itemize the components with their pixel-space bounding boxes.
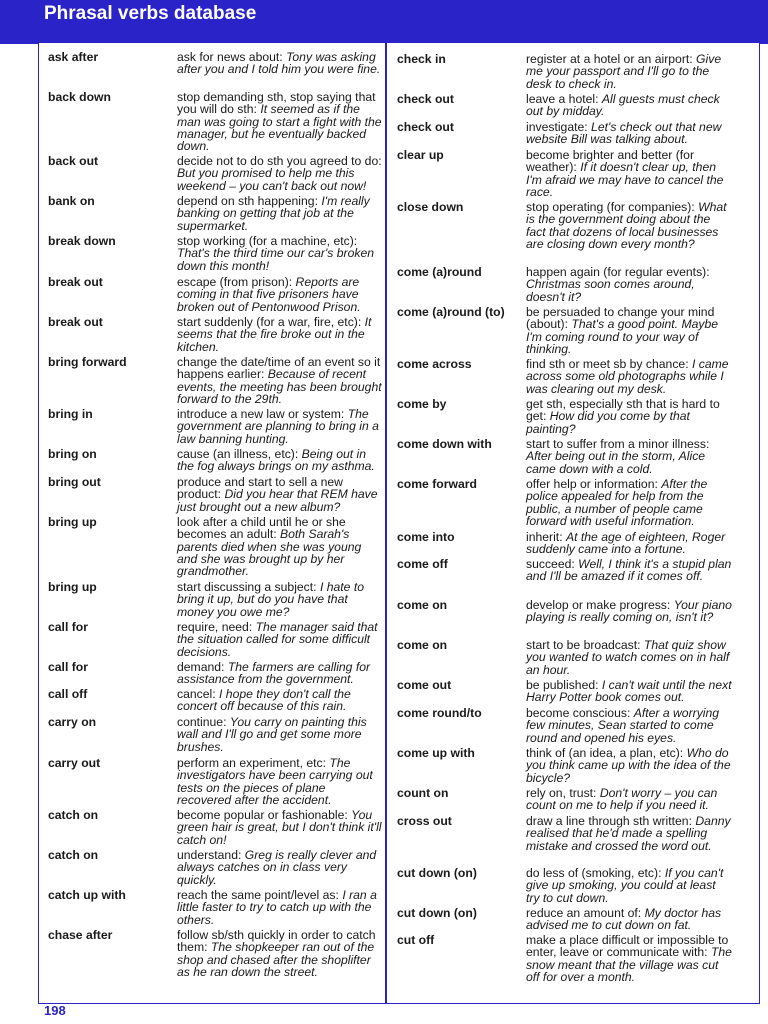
example-sentence: That's a good point. Maybe I'm coming round to your way of thinking. (526, 317, 719, 356)
phrasal-verb: call for (48, 660, 88, 674)
phrasal-verb: call off (48, 687, 88, 701)
example-sentence: That's the third time our car's broken down this month! (177, 246, 375, 273)
example-sentence: Your piano playing is really coming on, isn't it? (526, 598, 732, 625)
phrasal-verb: close down (397, 200, 464, 214)
definition-text: stop working (for a machine, etc): (177, 234, 358, 248)
verb-definition (526, 599, 732, 624)
phrasal-verb: back out (48, 154, 99, 168)
example-sentence: How did you come by that painting? (526, 409, 690, 436)
definition-text: follow sb/sth quickly in order to catch them: (177, 928, 376, 955)
phrasal-verb: catch on (48, 808, 99, 822)
example-sentence: Christmas soon comes around, doesn't it? (526, 277, 695, 304)
phrasal-verb: break out (48, 315, 103, 329)
phrasal-verb: come (a)round (397, 265, 482, 279)
verb-definition (526, 639, 732, 676)
phrasal-verb: come by (397, 397, 447, 411)
definition-text: be persuaded to change your mind (about): (526, 305, 715, 332)
definition-text: start to suffer from a minor illness: (526, 437, 710, 451)
phrasal-verb: come on (397, 638, 448, 652)
definition-text: introduce a new law or system: (177, 407, 348, 421)
phrasal-verb: chase after (48, 928, 113, 942)
definition-text: continue: (177, 715, 230, 729)
example-sentence: Both Sarah's parents died when she was young and she was brought up by her grandmother. (177, 527, 362, 579)
example-sentence: But you promised to help me this weekend – you can't back out now! (177, 166, 367, 193)
example-sentence: Well, I think it's a stupid plan and I'll be amazed if it comes off. (526, 557, 732, 584)
column-divider (385, 42, 387, 1004)
phrasal-verb: bank on (48, 194, 95, 208)
verb-definition (526, 907, 732, 932)
verb-definition (177, 621, 382, 658)
example-sentence: Did you hear that REM have just brought out a new album? (177, 487, 378, 514)
verb-definition (177, 448, 382, 473)
example-sentence: I'm really banking on getting that job at the supermarket. (177, 194, 370, 233)
example-sentence: Greg is really clever and always catches on in class very quickly. (177, 848, 377, 887)
phrasal-verb: break down (48, 234, 116, 248)
phrasal-verb: catch up with (48, 888, 126, 902)
example-sentence: The snow meant that the village was cut off for over a month. (526, 945, 732, 984)
phrasal-verb: carry on (48, 715, 97, 729)
phrasal-verb: bring out (48, 475, 101, 489)
phrasal-verb: come forward (397, 477, 477, 491)
example-sentence: After being out in the storm, Alice came down with a cold. (526, 449, 706, 476)
phrasal-verb: cut down (on) (397, 906, 477, 920)
phrasal-verb: come round/to (397, 706, 482, 720)
definition-text: register at a hotel or an airport: (526, 52, 697, 66)
phrasal-verb: bring on (48, 447, 97, 461)
example-sentence: After a worrying few minutes, Sean started to come round and opened his eyes. (526, 706, 720, 745)
verb-definition (177, 661, 382, 686)
example-sentence: It seemed as if the man was going to start a fight with the manager, but he eventually backed down. (177, 102, 382, 154)
example-sentence: Reports are coming in that five prisoners have broken out of Pentonwood Prison. (177, 275, 361, 314)
definition-text: be published: (526, 678, 602, 692)
definition-text: look after a child until he or she becomes an adult: (177, 515, 346, 542)
example-sentence: Who do you think came up with the idea of the bicycle? (526, 746, 731, 785)
definition-text: reach the same point/level as: (177, 888, 343, 902)
definition-text: produce and start to sell a new product: (177, 475, 343, 502)
definition-text: offer help or information: (526, 477, 662, 491)
definition-text: become brighter and better (for weather): (526, 148, 695, 175)
verb-definition (526, 358, 732, 395)
phrasal-verb: bring up (48, 515, 97, 529)
verb-definition (177, 688, 382, 713)
definition-text: develop or make progress: (526, 598, 674, 612)
phrasal-verb: bring forward (48, 355, 127, 369)
verb-definition (526, 787, 732, 812)
phrasal-verb: catch on (48, 848, 99, 862)
definition-text: make a place difficult or impossible to enter, leave or communicate with: (526, 933, 729, 960)
phrasal-verb: check out (397, 120, 454, 134)
verb-definition (526, 438, 732, 475)
verb-definition (526, 149, 732, 198)
definition-text: decide not to do sth you agreed to do: (177, 154, 382, 168)
definition-text: do less of (smoking, etc): (526, 866, 665, 880)
verb-definition (177, 356, 382, 405)
example-sentence: The shopkeeper ran out of the shop and chased after the shoplifter as he ran down the street. (177, 940, 375, 979)
definition-text: cause (an illness, etc): (177, 447, 302, 461)
definition-text: ask for news about: (177, 50, 287, 64)
phrasal-verb: call for (48, 620, 88, 634)
example-sentence: My doctor has advised me to cut down on fat. (526, 906, 722, 933)
example-sentence: I ran a little faster to try to catch up with the others. (177, 888, 377, 927)
verb-definition (526, 815, 732, 852)
definition-text: become popular or fashionable: (177, 808, 352, 822)
verb-definition (526, 531, 732, 556)
verb-definition (526, 121, 732, 146)
example-sentence: Danny realised that he'd made a spelling mistake and crossed the word out. (526, 814, 731, 853)
verb-definition (177, 716, 382, 753)
example-sentence: Because of recent events, the meeting has been brought forward to the 29th. (177, 367, 382, 406)
definition-text: leave a hotel: (526, 92, 602, 106)
phrasal-verb: check out (397, 92, 454, 106)
verb-definition (177, 91, 382, 152)
example-sentence: If it doesn't clear up, then I'm afraid we may have to cancel the race. (526, 160, 724, 199)
example-sentence: The manager said that the situation called for some difficult decisions. (177, 620, 378, 659)
example-sentence: Give me your passport and I'll go to the desk to check in. (526, 52, 722, 91)
verb-definition (526, 679, 732, 704)
example-sentence: I came across some old photographs while I was clearing out my desk. (526, 357, 729, 396)
definition-text: start suddenly (for a war, fire, etc): (177, 315, 365, 329)
verb-definition (526, 306, 732, 355)
verb-definition (177, 516, 382, 577)
example-sentence: Tony was asking after you and I told him you were fine. (177, 50, 381, 77)
phrasal-verb: bring in (48, 407, 93, 421)
definition-text: rely on, trust: (526, 786, 600, 800)
verb-definition (177, 929, 382, 978)
verb-definition (526, 707, 732, 744)
verb-definition (526, 867, 732, 904)
definition-text: draw a line through sth written: (526, 814, 696, 828)
definition-text: depend on sth happening: (177, 194, 322, 208)
definition-text: understand: (177, 848, 245, 862)
verb-definition (177, 889, 382, 926)
example-sentence: Don't worry – you can count on me to help if you need it. (526, 786, 718, 813)
example-sentence: Let's check out that new website Bill was talking about. (526, 120, 722, 147)
definition-text: change the date/time of an event so it happens earlier: (177, 355, 381, 382)
verb-definition (177, 195, 382, 232)
example-sentence: You carry on painting this wall and I'll go and get some more brushes. (177, 715, 367, 754)
phrasal-verb: come (a)round (to) (397, 305, 505, 319)
verb-definition (177, 316, 382, 353)
page-title: Phrasal verbs database (44, 3, 257, 24)
definition-text: happen again (for regular events): (526, 265, 710, 279)
definition-text: get sth, especially sth that is hard to get: (526, 397, 720, 424)
phrasal-verb: come off (397, 557, 448, 571)
definition-text: find sth or meet sb by chance: (526, 357, 692, 371)
phrasal-verb: check in (397, 52, 446, 66)
phrasal-verb: count on (397, 786, 449, 800)
definition-text: think of (an idea, a plan, etc): (526, 746, 687, 760)
example-sentence: After the police appealed for help from the public, a number of people came forward with useful information. (526, 477, 708, 528)
definition-text: perform an experiment, etc: (177, 756, 330, 770)
definition-text: require, need: (177, 620, 256, 634)
example-sentence: It seems that the fire broke out in the kitchen. (177, 315, 372, 354)
phrasal-verb: bring up (48, 580, 97, 594)
definition-text: cancel: (177, 687, 220, 701)
phrasal-verb: cut off (397, 933, 435, 947)
example-sentence: If you can't give up smoking, you could at least try to cut down. (526, 866, 724, 905)
phrasal-verb: carry out (48, 756, 101, 770)
example-sentence: The government are planning to bring in a law banning hunting. (177, 407, 379, 446)
definition-text: become conscious: (526, 706, 634, 720)
definition-text: escape (from prison): (177, 275, 296, 289)
verb-definition (177, 581, 382, 618)
definition-text: succeed: (526, 557, 579, 571)
phrasal-verb: come out (397, 678, 452, 692)
definition-text: stop operating (for companies): (526, 200, 699, 214)
verb-definition (526, 747, 732, 784)
phrasal-verb: come into (397, 530, 455, 544)
example-sentence: At the age of eighteen, Roger suddenly came into a fortune. (526, 530, 726, 557)
example-sentence: I hope they don't call the concert off because of this rain. (177, 687, 351, 714)
definition-text: start to be broadcast: (526, 638, 644, 652)
phrasal-verb: come up with (397, 746, 475, 760)
verb-definition (177, 408, 382, 445)
phrasal-verb: clear up (397, 148, 444, 162)
example-sentence: The farmers are calling for assistance from the government. (177, 660, 371, 687)
phrasal-verb: come on (397, 598, 448, 612)
phrasal-verb: back down (48, 90, 111, 104)
verb-definition (177, 276, 382, 313)
definition-text: inherit: (526, 530, 566, 544)
verb-definition (526, 266, 732, 303)
phrasal-verb: come down with (397, 437, 492, 451)
verb-definition (526, 934, 732, 983)
phrasal-verb: come across (397, 357, 472, 371)
phrasal-verb: ask after (48, 50, 99, 64)
verb-definition (177, 809, 382, 846)
verb-definition (177, 757, 382, 806)
definition-text: demand: (177, 660, 228, 674)
example-sentence: All guests must check out by midday. (526, 92, 720, 119)
phrasal-verb: cross out (397, 814, 452, 828)
definition-text: stop demanding sth, stop saying that you will do sth: (177, 90, 376, 117)
example-sentence: What is the government doing about the fact that dozens of local businesses are closing down every month? (526, 200, 727, 251)
page-number: 198 (44, 1003, 66, 1018)
verb-definition (526, 53, 732, 90)
definition-text: reduce an amount of: (526, 906, 645, 920)
definition-text: start discussing a subject: (177, 580, 320, 594)
verb-definition (526, 93, 732, 118)
verb-definition (526, 201, 732, 250)
verb-definition (177, 155, 382, 192)
page-header (0, 0, 768, 44)
verb-definition (526, 398, 732, 435)
verb-definition (177, 51, 382, 76)
example-sentence: The investigators have been carrying out tests on the pieces of plane recovered after the accident. (177, 756, 373, 807)
phrasal-verb: cut down (on) (397, 866, 477, 880)
example-sentence: You green hair is great, but I don't think it'll catch on! (177, 808, 382, 847)
verb-definition (177, 476, 382, 513)
example-sentence: That quiz show you wanted to watch comes on in half an hour. (526, 638, 730, 677)
phrasal-verb: break out (48, 275, 103, 289)
example-sentence: Being out in the fog always brings on my asthma. (177, 447, 375, 474)
definition-text: investigate: (526, 120, 592, 134)
verb-definition (177, 235, 382, 272)
verb-definition (526, 478, 732, 527)
verb-definition (177, 849, 382, 886)
example-sentence: I can't wait until the next Harry Potter book comes out. (526, 678, 732, 705)
example-sentence: I hate to bring it up, but do you have that money you owe me? (177, 580, 364, 619)
verb-definition (526, 558, 732, 583)
